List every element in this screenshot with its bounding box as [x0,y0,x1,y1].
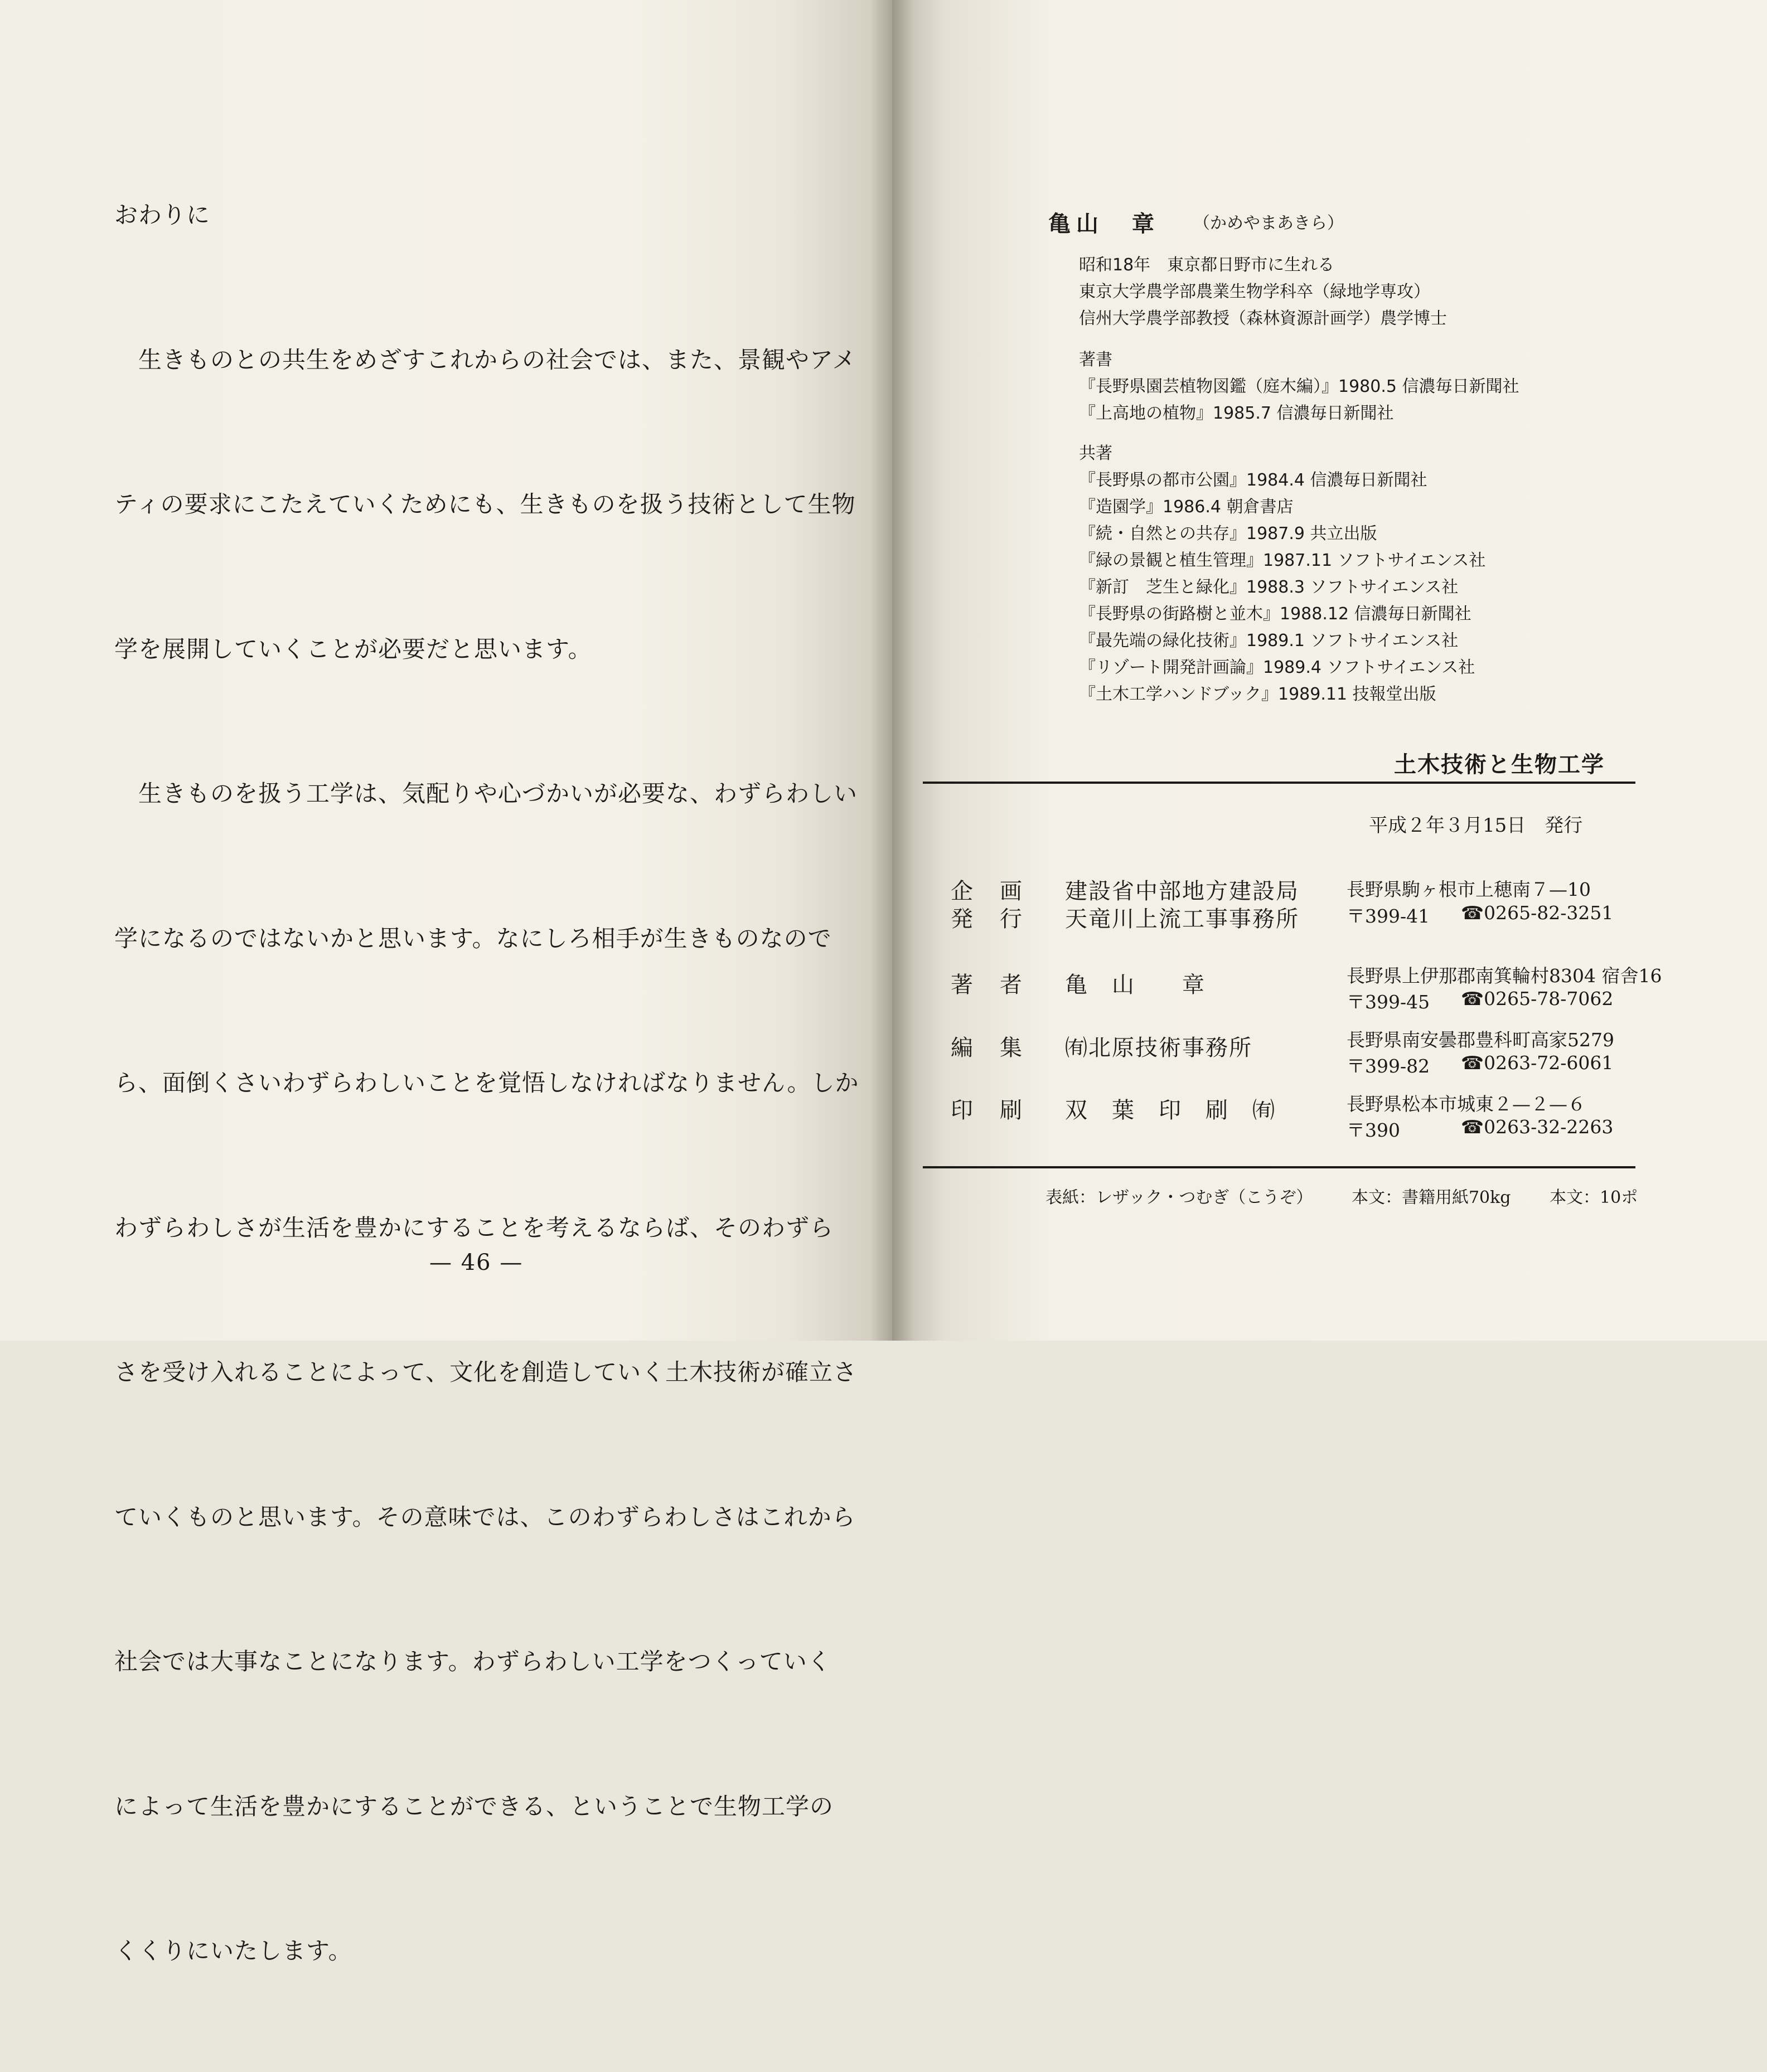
book-item: 『上高地の植物』1985.7 信濃毎日新聞社 [1079,404,1394,423]
colophon-rule-top [923,782,1635,784]
coauthored-heading: 共著 [1079,444,1112,463]
coauthored-item: 『長野県の街路樹と並木』1988.12 信濃毎日新聞社 [1079,604,1471,624]
text-line: 生きものを扱う工学は、気配りや心づかいが必要な、わずらわしい [114,780,858,807]
colophon-rule-bottom [923,1166,1635,1168]
author-bio-line: 昭和18年 東京都日野市に生れる [1079,255,1335,275]
credit-phone: ☎0263-32-2263 [1461,1116,1614,1138]
credit-name: ㈲北原技術事務所 [1065,1035,1252,1061]
text-line: ティの要求にこたえていくためにも、生きものを扱う技術として生物 [114,491,856,518]
credit-name: 亀 山 章 [1065,972,1206,998]
credit-zip: 〒399-45 [1347,991,1430,1013]
credit-name: 天竜川上流工事事務所 [1065,906,1299,932]
coauthored-item: 『新訂 芝生と緑化』1988.3 ソフトサイエンス社 [1079,578,1459,597]
text-line: 社会では大事なことになります。わずらわしい工学をつくっていく [114,1648,831,1675]
credit-zip: 〒390 [1347,1119,1400,1141]
text-line: くくりにいたします。 [114,1937,352,1964]
left-page [0,0,892,1964]
author-bio-line: 東京大学農学部農業生物学科卒（緑地学専攻） [1079,282,1430,302]
author-bio-line: 信州大学農学部教授（森林資源計画学）農学博士 [1079,309,1447,328]
credit-label: 発行 [951,906,1049,932]
book-gutter [870,0,914,1341]
credit-name: 建設省中部地方建設局 [1065,879,1299,904]
author-name: 亀山 章 [1048,211,1160,237]
text-line: によって生活を豊かにすることができる、ということで生物工学の [114,1792,834,1820]
publication-date: 平成２年３月15日 発行 [1369,814,1583,837]
credit-phone: ☎0263-72-6061 [1461,1052,1614,1074]
credit-label: 編集 [951,1035,1049,1061]
credit-address: 長野県松本市城東２—２—６ [1347,1093,1586,1115]
coauthored-item: 『長野県の都市公園』1984.4 信濃毎日新聞社 [1079,470,1427,490]
coauthored-item: 『リゾート開発計画論』1989.4 ソフトサイエンス社 [1079,658,1475,677]
credit-phone: ☎0265-78-7062 [1461,988,1614,1010]
text-line: わずらわしさが生活を豊かにすることを考えるならば、そのわずら [114,1214,834,1241]
coauthored-item: 『造園学』1986.4 朝倉書店 [1079,497,1294,517]
credit-phone: ☎0265-82-3251 [1461,902,1614,924]
credit-name: 双 葉 印 刷 ㈲ [1065,1098,1276,1123]
credit-zip: 〒399-82 [1347,1055,1430,1077]
coauthored-item: 『土木工学ハンドブック』1989.11 技報堂出版 [1079,685,1436,704]
body-paper: 本文：書籍用紙70kg [1351,1188,1511,1207]
cover-paper: 表紙：レザック・つむぎ（こうぞ） [1045,1188,1313,1207]
credit-address: 長野県駒ヶ根市上穂南７—10 [1347,879,1591,900]
text-line: 学を展開していくことが必要だと思います。 [114,635,592,663]
coauthored-item: 『続・自然との共存』1987.9 共立出版 [1079,524,1377,544]
text-line: 生きものとの共生をめざすこれからの社会では、また、景観やアメ [114,346,856,373]
text-line: さを受け入れることによって、文化を創造していく土木技術が確立さ [114,1358,858,1386]
body-type-size: 本文：10ポ [1550,1188,1638,1207]
books-heading: 著書 [1079,350,1112,370]
credit-label: 著者 [951,972,1049,998]
afterword-heading: おわりに [114,201,211,229]
book-item: 『長野県園芸植物図鑑（庭木編）』1980.5 信濃毎日新聞社 [1079,377,1519,396]
text-line: ていくものと思います。その意味では、このわずらわしさはこれから [114,1503,856,1531]
afterword-text [114,95,867,2072]
colophon-title: 土木技術と生物工学 [1394,752,1605,778]
credit-label: 企画 [951,879,1049,904]
credit-address: 長野県上伊那郡南箕輪村8304 宿舎16 [1347,965,1662,987]
text-line: 学になるのではないかと思います。なにしろ相手が生きものなので [114,924,832,952]
page-number: — 46 — [429,1250,524,1275]
text-line: ら、面倒くさいわずらわしいことを覚悟しなければなりません。しか [114,1069,859,1096]
colophon-footer [1045,1183,1671,1208]
credit-address: 長野県南安曇郡豊科町高家5279 [1347,1029,1614,1051]
coauthored-item: 『最先端の緑化技術』1989.1 ソフトサイエンス社 [1079,631,1459,651]
author-reading: （かめやまあきら） [1193,213,1344,233]
credit-label: 印刷 [951,1098,1049,1123]
credit-zip: 〒399-41 [1347,905,1430,927]
coauthored-item: 『緑の景観と植生管理』1987.11 ソフトサイエンス社 [1079,551,1486,570]
